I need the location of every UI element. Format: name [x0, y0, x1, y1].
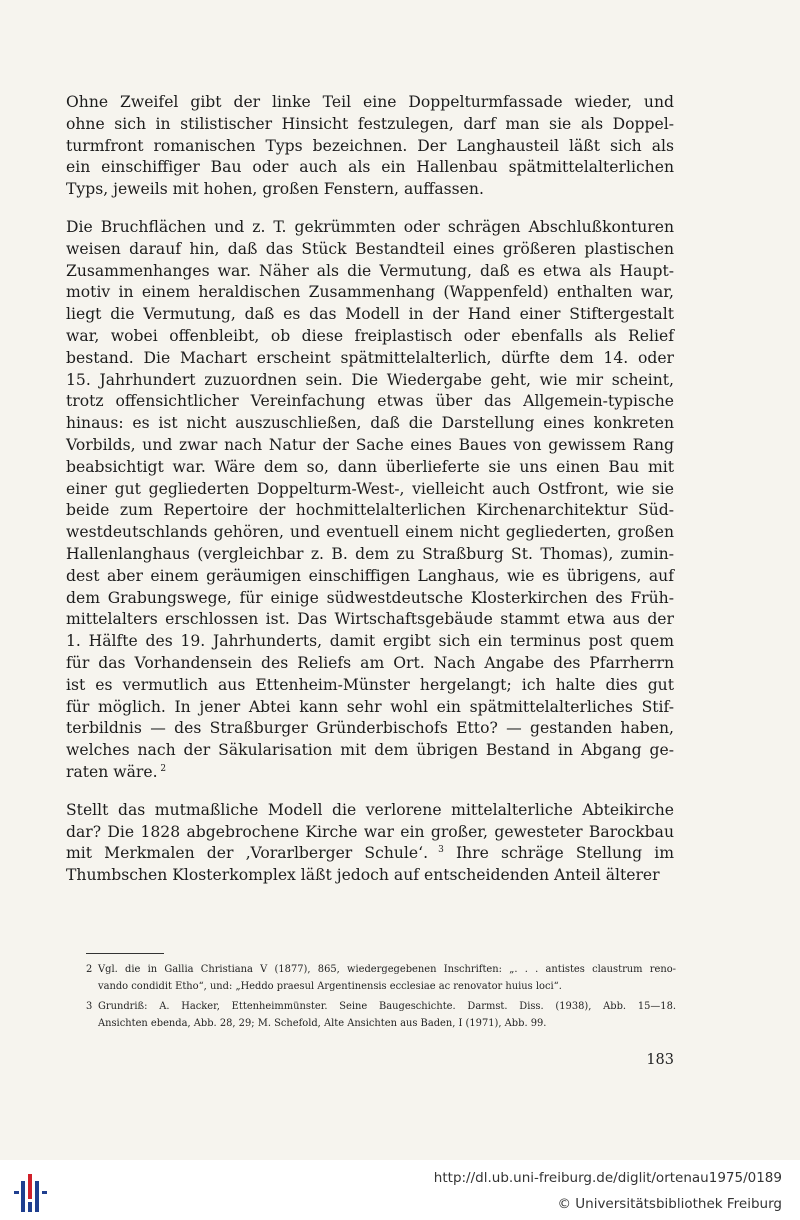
- text-line: für möglich. In jener Abtei kann sehr wohl ein spätmittelalterliches Stif-: [66, 697, 674, 716]
- text-line: weisen darauf hin, daß das Stück Bestandteil eines größeren plastischen: [66, 239, 674, 258]
- text-line: turmfront romanischen Typs bezeichnen. Der Langhausteil läßt sich als: [66, 136, 674, 155]
- footnote: [86, 962, 676, 995]
- text-line: 15. Jahrhundert zuzuordnen sein. Die Wiedergabe geht, wie mir scheint,: [66, 370, 674, 389]
- text-line: dem Grabungswege, für einige südwestdeutsche Klosterkirchen des Früh-: [66, 588, 674, 607]
- text-line: ein einschiffiger Bau oder auch als ein Hallenbau spätmittelalterlichen: [66, 158, 674, 177]
- text-line: Thumbschen Klosterkomplex läßt jedoch auf entscheidenden Anteil älterer: [66, 866, 660, 885]
- ub-freiburg-logo-icon: [12, 1172, 50, 1212]
- paragraph: [66, 800, 674, 887]
- text-line: einer gut gegliederten Doppelturm-West-, vielleicht auch Ostfront, wie sie: [66, 479, 674, 498]
- footnote-divider: [86, 953, 164, 954]
- text-line: beabsichtigt war. Wäre dem so, dann überlieferte sie uns einen Bau mit: [66, 457, 674, 476]
- text-line: bestand. Die Machart erscheint spätmittelalterlich, dürfte dem 14. oder: [66, 348, 674, 367]
- text-line: dest aber einem geräumigen einschiffigen Langhaus, wie es übrigens, auf: [66, 566, 674, 585]
- text-line: motiv in einem heraldischen Zusammenhang (Wappenfeld) enthalten war,: [66, 283, 674, 302]
- footnote-line: Ansichten ebenda, Abb. 28, 29; M. Schefold, Alte Ansichten aus Baden, I (1971), Abb. 99.: [98, 1017, 547, 1029]
- footnote-text: [98, 999, 676, 1032]
- text-line: Stellt das mutmaßliche Modell die verlorene mittelalterliche Abteikirche: [66, 800, 674, 819]
- text-line: hinaus: es ist nicht auszuschließen, daß die Darstellung eines konkreten: [66, 414, 674, 433]
- text-line: welches nach der Säkularisation mit dem übrigen Bestand in Abgang ge-: [66, 741, 674, 760]
- text-line: Ohne Zweifel gibt der linke Teil eine Doppelturmfassade wieder, und: [66, 93, 674, 111]
- footnote-ref[interactable]: 2: [157, 763, 167, 774]
- text-line: für das Vorhandensein des Reliefs am Ort. Nach Angabe des Pfarrherrn: [66, 653, 674, 672]
- body-text: [66, 92, 674, 903]
- text-line: ohne sich in stilistischer Hinsicht festzulegen, darf man sie als Doppel-: [66, 114, 674, 133]
- footnote-line: vando condidit Etho“, und: „Heddo praesul Argentinensis ecclesiae ac renovator huius loci“.: [98, 980, 562, 992]
- text-line: mit Merkmalen der ‚Vorarlberger Schule‘. $^3$ Ihre schräge Stellung im: [66, 844, 674, 863]
- footnote-number: 3: [86, 1001, 93, 1012]
- footnote-line: Grundriß: A. Hacker, Ettenheimmünster. Seine Baugeschichte. Darmst. Diss. (1938), Abb. 15—18.: [98, 1001, 676, 1012]
- text-line: Hallenlanghaus (vergleichbar z. B. dem zu Straßburg St. Thomas), zumin-: [66, 544, 674, 563]
- text-line: Vorbilds, und zwar nach Natur der Sache eines Baues von gewissem Rang: [66, 435, 674, 454]
- footnotes: [86, 962, 676, 1036]
- text-line: terbildnis — des Straßburger Gründerbischofs Etto? — gestanden haben,: [66, 719, 674, 738]
- text-line: raten wäre. $^2$: [66, 762, 167, 781]
- text-line-continuation: Ihre schräge Stellung im: [443, 844, 674, 863]
- footnote: [86, 999, 676, 1032]
- text-line: dar? Die 1828 abgebrochene Kirche war ein großer, gewesteter Barockbau: [66, 822, 674, 841]
- text-line: Typs, jeweils mit hohen, großen Fenstern, auffassen.: [66, 180, 484, 199]
- text-line: Zusammenhanges war. Näher als die Vermutung, daß es etwa als Haupt-: [66, 261, 674, 280]
- text-line: war, wobei offenbleibt, ob diese freiplastisch oder ebenfalls als Relief: [66, 326, 674, 345]
- text-line: 1. Hälfte des 19. Jahrhunderts, damit ergibt sich ein terminus post quem: [66, 632, 674, 651]
- text-line: trotz offensichtlicher Vereinfachung etwas über das Allgemein-typische: [66, 392, 674, 411]
- viewer-footer: [0, 1160, 800, 1220]
- page-number: 183: [646, 1052, 674, 1068]
- page-url-link[interactable]: http://dl.ub.uni-freiburg.de/diglit/ortenau1975/0189: [433, 1170, 782, 1186]
- footnote-text: [98, 962, 676, 995]
- footnote-number: 2: [86, 964, 93, 975]
- footnote-ref[interactable]: 3: [428, 845, 444, 856]
- text-line: beide zum Repertoire der hochmittelalterlichen Kirchenarchitektur Süd-: [66, 501, 674, 520]
- text-line: liegt die Vermutung, daß es das Modell in der Hand einer Stiftergestalt: [66, 305, 674, 324]
- footnote-line: Vgl. die in Gallia Christiana V (1877), 865, wiedergegebenen Inschriften: „. . . antistes claustrum reno-: [98, 964, 676, 975]
- text-line: westdeutschlands gehören, und eventuell einem nicht gegliederten, großen: [66, 523, 674, 542]
- paragraph: [66, 217, 674, 784]
- text-line: ist es vermutlich aus Ettenheim-Münster hergelangt; ich halte dies gut: [66, 675, 674, 694]
- text-line: mittelalters erschlossen ist. Das Wirtschaftsgebäude stammt etwa aus der: [66, 610, 674, 629]
- copyright-notice: © Universitätsbibliothek Freiburg: [557, 1196, 782, 1212]
- text-line: Die Bruchflächen und z. T. gekrümmten oder schrägen Abschlußkonturen: [66, 217, 674, 236]
- paragraph: [66, 92, 674, 201]
